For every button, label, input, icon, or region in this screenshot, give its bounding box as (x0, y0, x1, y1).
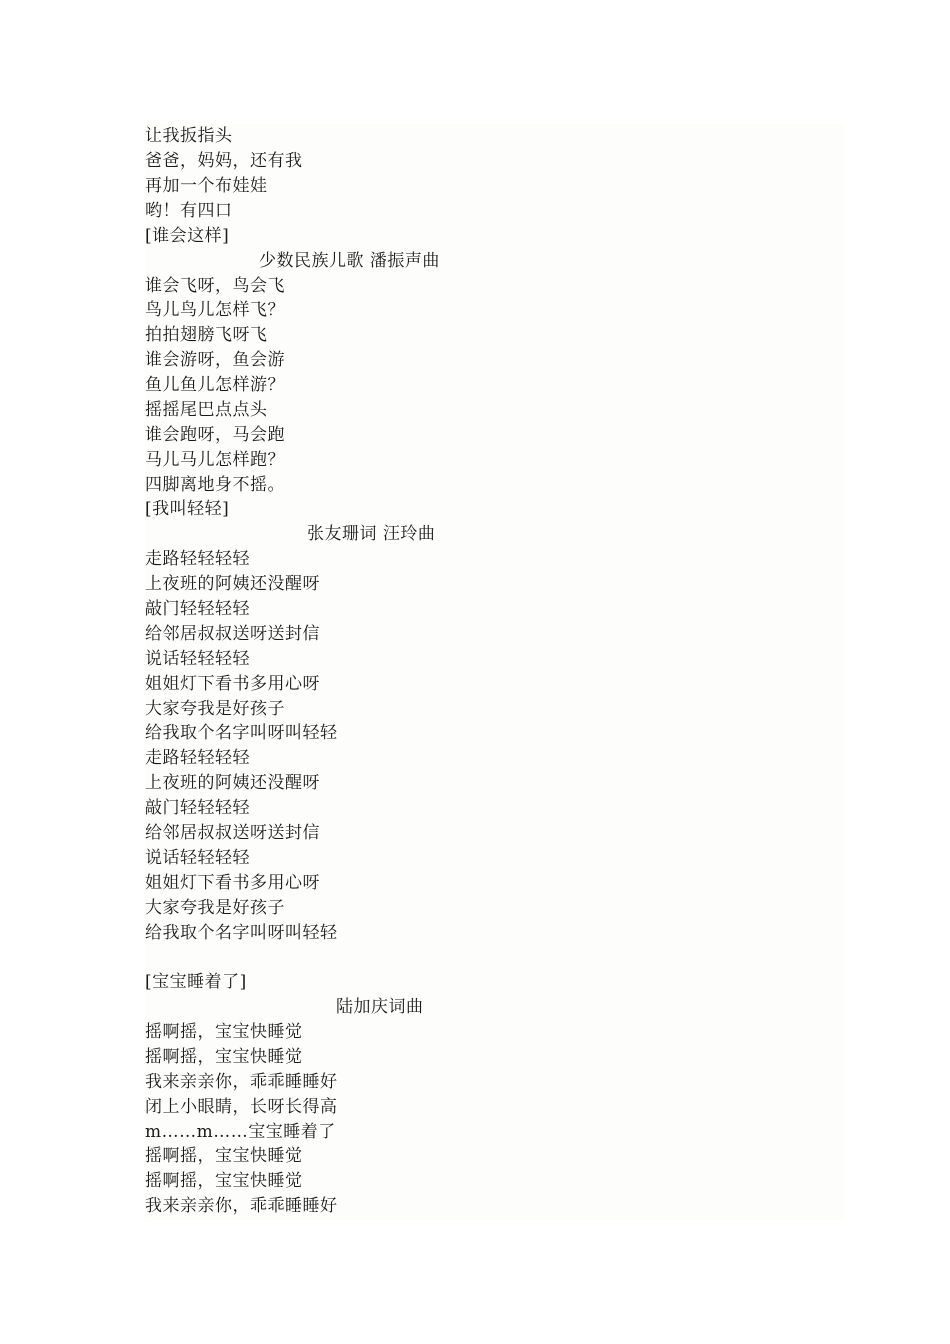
text-line: 摇啊摇，宝宝快睡觉 (145, 1146, 303, 1166)
text-line: 说话轻轻轻轻 (145, 848, 250, 868)
song-credit: 陆加庆词曲 (336, 997, 424, 1017)
text-line: 姐姐灯下看书多用心呀 (145, 674, 320, 694)
song-credit: 少数民族儿歌 潘振声曲 (259, 251, 440, 271)
text-line: 走路轻轻轻轻 (145, 549, 250, 569)
text-line: 说话轻轻轻轻 (145, 649, 250, 669)
text-line: 上夜班的阿姨还没醒呀 (145, 574, 320, 594)
song-title: [我叫轻轻] (145, 499, 230, 519)
text-line: 摇啊摇，宝宝快睡觉 (145, 1171, 303, 1191)
text-line: 摇啊摇，宝宝快睡觉 (145, 1047, 303, 1067)
text-line: 给我取个名字叫呀叫轻轻 (145, 723, 338, 743)
text-line: 给邻居叔叔送呀送封信 (145, 823, 320, 843)
text-line: 鱼儿鱼儿怎样游？ (145, 375, 285, 395)
text-line: 我来亲亲你，乖乖睡睡好 (145, 1196, 338, 1216)
text-line: m……m……宝宝睡着了 (145, 1122, 336, 1142)
text-line: 敲门轻轻轻轻 (145, 798, 250, 818)
text-line: 给我取个名字叫呀叫轻轻 (145, 923, 338, 943)
text-line: 我来亲亲你，乖乖睡睡好 (145, 1072, 338, 1092)
text-line: 摇摇尾巴点点头 (145, 400, 268, 420)
text-line: 拍拍翅膀飞呀飞 (145, 325, 268, 345)
text-line: 敲门轻轻轻轻 (145, 599, 250, 619)
text-line: 谁会跑呀，马会跑 (145, 425, 285, 445)
song-title: [宝宝睡着了] (145, 972, 247, 992)
text-line: 上夜班的阿姨还没醒呀 (145, 773, 320, 793)
text-line: 大家夸我是好孩子 (145, 898, 285, 918)
text-line: 四脚离地身不摇。 (145, 475, 285, 495)
song-title: [谁会这样] (145, 226, 230, 246)
text-line: 闭上小眼睛，长呀长得高 (145, 1097, 338, 1117)
text-line: 马儿马儿怎样跑？ (145, 450, 285, 470)
text-line: 走路轻轻轻轻 (145, 748, 250, 768)
text-line: 摇啊摇，宝宝快睡觉 (145, 1022, 303, 1042)
text-line: 爸爸，妈妈，还有我 (145, 151, 303, 171)
text-line: 大家夸我是好孩子 (145, 699, 285, 719)
text-line: 鸟儿鸟儿怎样飞？ (145, 300, 285, 320)
text-line: 再加一个布娃娃 (145, 176, 268, 196)
text-line: 哟！有四口 (145, 201, 233, 221)
text-line: 给邻居叔叔送呀送封信 (145, 624, 320, 644)
text-line: 姐姐灯下看书多用心呀 (145, 873, 320, 893)
text-line: 让我扳指头 (145, 126, 233, 146)
text-line: 谁会游呀，鱼会游 (145, 350, 285, 370)
text-line: 谁会飞呀，鸟会飞 (145, 276, 285, 296)
song-credit: 张友珊词 汪玲曲 (307, 524, 436, 544)
